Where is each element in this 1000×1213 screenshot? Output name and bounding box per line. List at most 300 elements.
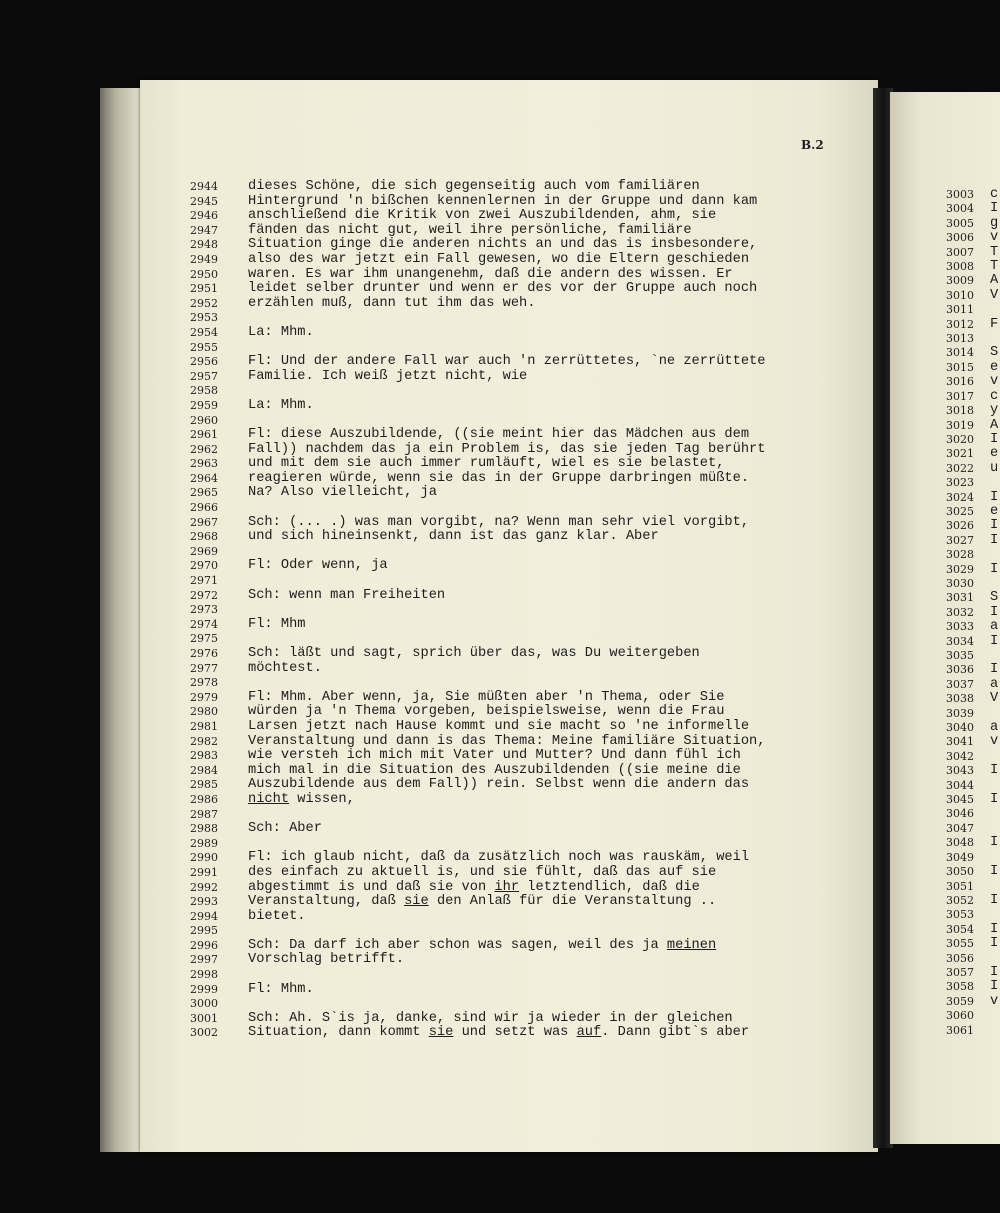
line-number: 3011: [946, 303, 974, 317]
line-number: 2964: [190, 471, 218, 485]
transcript-line: [946, 865, 1000, 879]
line-number: 3005: [946, 216, 974, 230]
line-text: dieses Schöne, die sich gegenseitig auch vom familiären: [248, 179, 700, 194]
line-text: Vorschlag betrifft.: [248, 952, 405, 968]
transcript-line: [190, 910, 830, 925]
transcript-line: [190, 282, 830, 297]
line-number: 3017: [946, 389, 974, 403]
line-number: 2998: [190, 968, 218, 982]
line-text: wie versteh ich mich mit Vater und Mutter? Und dann fühl ich: [248, 748, 741, 764]
transcript-line: [190, 735, 830, 750]
text-segment: wissen,: [289, 791, 355, 807]
line-text: Fl: Oder wenn, ja: [248, 558, 388, 574]
transcript-line: [946, 375, 1000, 389]
transcript-line: [946, 433, 1000, 447]
line-number: 3054: [946, 922, 974, 936]
line-text: c: [990, 388, 999, 404]
text-segment: und setzt was: [453, 1025, 577, 1041]
transcript-line: [190, 457, 830, 472]
text-segment: letztendlich, daß die: [519, 879, 700, 895]
transcript-line: [190, 1026, 830, 1041]
text-segment: Veranstaltung, daß: [248, 894, 405, 910]
line-text: also des war jetzt ein Fall gewesen, wo die Eltern geschieden: [248, 251, 750, 267]
line-number: 3038: [946, 692, 974, 706]
transcript-line: [190, 341, 830, 356]
underlined-word: sie: [428, 1025, 454, 1041]
line-text: I: [990, 792, 999, 808]
transcript-line: [946, 995, 1000, 1009]
line-text: S: [990, 345, 999, 361]
line-text: a: [990, 619, 999, 635]
line-text: I: [990, 763, 999, 779]
line-text: I: [990, 864, 999, 880]
line-number: 3026: [946, 519, 974, 533]
line-text: Sch: (... .) was man vorgibt, na? Wenn man sehr viel vorgibt,: [248, 514, 750, 530]
line-number: 2949: [190, 252, 218, 266]
line-number: 2980: [190, 705, 218, 719]
transcript-line: [190, 589, 830, 604]
transcript-line: [190, 647, 830, 662]
line-number: 2963: [190, 457, 218, 471]
line-number: 2953: [190, 311, 218, 325]
line-number: 3024: [946, 490, 974, 504]
transcript-line: [946, 836, 1000, 850]
transcript-line: [190, 822, 830, 837]
transcript-line: [190, 939, 830, 954]
line-number: 2988: [190, 822, 218, 836]
line-text: Auszubildende aus dem Fall)) rein. Selbst wenn die andern das: [248, 777, 750, 793]
line-text: Veranstaltung und dann is das Thema: Meine familiäre Situation,: [248, 733, 766, 749]
transcript-line: [946, 678, 1000, 692]
line-text: e: [990, 359, 999, 375]
line-text: I: [990, 662, 999, 678]
transcript-line: [946, 246, 1000, 260]
line-text: würden ja 'n Thema vorgeben, beispielsweise, wenn die Frau: [248, 704, 725, 720]
line-number: 3020: [946, 432, 974, 446]
line-text: v: [990, 374, 999, 390]
text-segment: Sch: Da darf ich aber schon was sagen, weil des ja: [248, 937, 667, 953]
line-number: 3021: [946, 447, 974, 461]
line-text: I: [990, 431, 999, 447]
page-header: B.2: [801, 138, 824, 152]
line-text: mich mal in die Situation des Auszubildenden ((sie meine die: [248, 762, 741, 778]
line-text: y: [990, 403, 999, 419]
line-text: v: [990, 993, 999, 1009]
transcript-line: [190, 705, 830, 720]
line-number: 3018: [946, 404, 974, 418]
line-number: 3022: [946, 461, 974, 475]
text-segment: abgestimmt is und daß sie von: [248, 879, 495, 895]
transcript-line: [946, 635, 1000, 649]
transcript-line: [946, 764, 1000, 778]
line-number: 3029: [946, 562, 974, 576]
transcript-line: [946, 591, 1000, 605]
line-text: La: Mhm.: [248, 324, 314, 340]
line-text: [248, 881, 700, 896]
line-number: 3023: [946, 476, 974, 490]
line-number: 2947: [190, 223, 218, 237]
line-number: 3052: [946, 893, 974, 907]
line-text: I: [990, 936, 999, 952]
transcript-line: [190, 428, 830, 443]
text-segment: . Dann gibt`s aber: [601, 1025, 750, 1041]
line-number: 2970: [190, 559, 218, 573]
line-number: 3025: [946, 504, 974, 518]
line-number: 3041: [946, 735, 974, 749]
line-number: 2960: [190, 413, 218, 427]
line-number: 3040: [946, 721, 974, 735]
line-number: 2971: [190, 574, 218, 588]
transcript-line: [946, 923, 1000, 937]
line-number: 3060: [946, 1009, 974, 1023]
transcript-line: [946, 303, 1000, 317]
line-text: möchtest.: [248, 660, 322, 676]
line-number: 2954: [190, 325, 218, 339]
line-text: I: [990, 979, 999, 995]
text-segment: Situation, dann kommt: [248, 1025, 429, 1041]
transcript-line: [190, 618, 830, 633]
line-number: 2973: [190, 603, 218, 617]
line-number: 2965: [190, 486, 218, 500]
line-number: 3016: [946, 375, 974, 389]
transcript-line: [946, 980, 1000, 994]
line-text: [248, 793, 355, 808]
line-text: leidet selber drunter und wenn er des vor der Gruppe auch noch: [248, 281, 758, 297]
line-text: Sch: Aber: [248, 821, 322, 837]
transcript-line: [946, 289, 1000, 303]
transcript-line: [946, 505, 1000, 519]
line-number: 2948: [190, 238, 218, 252]
line-text: bietet.: [248, 908, 306, 924]
underlined-word: auf: [576, 1025, 602, 1041]
transcript-line: [190, 866, 830, 881]
line-text: Familie. Ich weiß jetzt nicht, wie: [248, 368, 528, 384]
transcript-line: [190, 268, 830, 283]
transcript-line: [190, 851, 830, 866]
line-number: 2995: [190, 924, 218, 938]
transcript-line: [190, 443, 830, 458]
line-text: v: [990, 230, 999, 246]
line-text: g: [990, 215, 999, 231]
line-number: 3061: [946, 1023, 974, 1037]
transcript-line: [946, 534, 1000, 548]
transcript-line: [946, 519, 1000, 533]
line-number: 3044: [946, 778, 974, 792]
transcript-line: [190, 764, 830, 779]
line-number: 2967: [190, 515, 218, 529]
transcript-line: [946, 476, 1000, 490]
line-number: 3010: [946, 288, 974, 302]
transcript-line: [190, 793, 830, 808]
line-number: 3043: [946, 764, 974, 778]
transcript-line: [190, 720, 830, 735]
transcript-line: [946, 274, 1000, 288]
transcript-line: [190, 924, 830, 939]
line-text: Fl: ich glaub nicht, daß da zusätzlich noch was rauskäm, weil: [248, 850, 750, 866]
line-number: 2944: [190, 180, 218, 193]
transcript-line: [190, 209, 830, 224]
transcript-line: [946, 419, 1000, 433]
line-text: I: [990, 532, 999, 548]
transcript-line: [190, 983, 830, 998]
line-number: 2993: [190, 895, 218, 909]
line-number: 3004: [946, 202, 974, 216]
line-number: 2952: [190, 296, 218, 310]
line-text: T: [990, 244, 999, 260]
line-number: 2956: [190, 355, 218, 369]
line-text: I: [990, 561, 999, 577]
transcript-line: [190, 311, 830, 326]
line-number: 3015: [946, 360, 974, 374]
line-number: 3027: [946, 533, 974, 547]
line-number: 3002: [190, 1026, 218, 1040]
transcript-line: [946, 750, 1000, 764]
transcript-line: [190, 559, 830, 574]
transcript-line: [190, 603, 830, 618]
line-text: V: [990, 287, 999, 303]
transcript-line: [946, 952, 1000, 966]
transcript-line: [946, 462, 1000, 476]
line-text: I: [990, 964, 999, 980]
line-text: La: Mhm.: [248, 397, 314, 413]
line-number: 2983: [190, 749, 218, 763]
line-number: 2991: [190, 865, 218, 879]
transcript-line: [946, 332, 1000, 346]
line-number: 3031: [946, 591, 974, 605]
line-text: F: [990, 316, 999, 332]
line-number: 3042: [946, 749, 974, 763]
transcript-line: [190, 516, 830, 531]
line-text: Na? Also vielleicht, ja: [248, 485, 437, 501]
line-text: fänden das nicht gut, weil ihre persönliche, familiäre: [248, 222, 692, 238]
line-number: 2959: [190, 398, 218, 412]
line-number: 3007: [946, 245, 974, 259]
transcript-line: [190, 895, 830, 910]
line-number: 3008: [946, 260, 974, 274]
line-number: 2962: [190, 442, 218, 456]
line-number: 3035: [946, 649, 974, 662]
line-number: 2968: [190, 530, 218, 544]
line-number: 2986: [190, 792, 218, 806]
line-number: 2975: [190, 632, 218, 646]
left-page-transcript: [190, 180, 830, 1041]
line-text: Fl: Mhm.: [248, 981, 314, 997]
transcript-line: [946, 404, 1000, 418]
line-number: 2976: [190, 647, 218, 660]
line-text: [248, 1026, 749, 1041]
line-text: c: [990, 187, 999, 202]
transcript-line: [946, 779, 1000, 793]
line-text: v: [990, 734, 999, 750]
transcript-line: [190, 399, 830, 414]
line-text: Fl: diese Auszubildende, ((sie meint hier das Mädchen aus dem: [248, 427, 750, 443]
transcript-line: [946, 649, 1000, 663]
line-number: 2978: [190, 676, 218, 690]
transcript-line: [946, 188, 1000, 202]
transcript-line: [190, 326, 830, 341]
line-text: Sch: wenn man Freiheiten: [248, 587, 446, 603]
line-text: und sich hineinsenkt, dann ist das ganz klar. Aber: [248, 529, 659, 545]
transcript-line: [946, 260, 1000, 274]
line-text: T: [990, 259, 999, 275]
underlined-word: sie: [404, 894, 429, 910]
transcript-line: [190, 545, 830, 560]
line-number: 2972: [190, 588, 218, 602]
transcript-line: [190, 574, 830, 589]
line-number: 3037: [946, 677, 974, 691]
transcript-line: [946, 318, 1000, 332]
transcript-line: [946, 491, 1000, 505]
transcript-line: [190, 881, 830, 896]
transcript-line: [946, 577, 1000, 591]
transcript-line: [190, 778, 830, 793]
transcript-line: [190, 501, 830, 516]
line-text: Sch: läßt und sagt, sprich über das, was Du weitergeben: [248, 646, 700, 661]
line-number: 3053: [946, 908, 974, 922]
line-number: 2966: [190, 501, 218, 515]
transcript-line: [946, 822, 1000, 836]
line-number: 2977: [190, 661, 218, 675]
transcript-line: [190, 195, 830, 210]
transcript-line: [190, 953, 830, 968]
line-number: 3019: [946, 418, 974, 432]
line-number: 3059: [946, 994, 974, 1008]
transcript-line: [946, 361, 1000, 375]
line-number: 2958: [190, 384, 218, 398]
line-number: 2996: [190, 938, 218, 952]
line-text: u: [990, 460, 999, 476]
line-number: 2957: [190, 369, 218, 383]
line-number: 3000: [190, 997, 218, 1011]
transcript-line: [946, 1009, 1000, 1023]
line-text: a: [990, 720, 999, 736]
line-text: Sch: Ah. S`is ja, danke, sind wir ja wieder in der gleichen: [248, 1010, 733, 1026]
transcript-line: [946, 908, 1000, 922]
line-number: 2999: [190, 982, 218, 996]
transcript-line: [190, 530, 830, 545]
line-text: Fl: Und der andere Fall war auch 'n zerrüttetes, `ne zerrüttete: [248, 354, 766, 370]
transcript-line: [946, 692, 1000, 706]
line-number: 2946: [190, 209, 218, 223]
text-segment: den Anlaß für die Veranstaltung ..: [428, 894, 717, 910]
line-number: 3045: [946, 793, 974, 807]
line-number: 3039: [946, 706, 974, 720]
line-number: 3057: [946, 965, 974, 979]
transcript-line: [190, 486, 830, 501]
line-number: 2974: [190, 617, 218, 631]
line-number: 3058: [946, 980, 974, 994]
line-number: 3051: [946, 879, 974, 893]
transcript-line: [946, 390, 1000, 404]
line-text: Hintergrund 'n bißchen kennenlernen in der Gruppe und dann kam: [248, 193, 758, 209]
line-text: I: [990, 892, 999, 908]
transcript-line: [190, 662, 830, 677]
line-number: 3032: [946, 605, 974, 619]
line-number: 3006: [946, 231, 974, 245]
line-number: 3009: [946, 274, 974, 288]
line-text: [248, 939, 716, 954]
transcript-line: [946, 807, 1000, 821]
line-number: 3014: [946, 346, 974, 360]
line-number: 2989: [190, 836, 218, 850]
transcript-line: [946, 880, 1000, 894]
line-number: 3049: [946, 850, 974, 864]
transcript-line: [946, 447, 1000, 461]
transcript-line: [190, 238, 830, 253]
line-number: 3013: [946, 332, 974, 346]
line-number: 3001: [190, 1011, 218, 1025]
transcript-line: [946, 663, 1000, 677]
line-text: I: [990, 835, 999, 851]
transcript-line: [946, 620, 1000, 634]
transcript-line: [190, 1012, 830, 1027]
line-number: 2979: [190, 690, 218, 704]
transcript-line: [190, 180, 830, 195]
line-number: 3046: [946, 807, 974, 821]
transcript-line: [190, 384, 830, 399]
transcript-line: [190, 297, 830, 312]
underlined-word: ihr: [494, 879, 520, 895]
line-number: 3048: [946, 836, 974, 850]
line-number: 2987: [190, 807, 218, 821]
line-number: 2961: [190, 428, 218, 442]
line-text: I: [990, 633, 999, 649]
transcript-line: [190, 837, 830, 852]
line-text: I: [990, 921, 999, 937]
transcript-line: [190, 370, 830, 385]
transcript-line: [946, 217, 1000, 231]
line-text: I: [990, 604, 999, 620]
transcript-line: [190, 997, 830, 1012]
line-number: 3056: [946, 951, 974, 965]
transcript-line: [946, 721, 1000, 735]
transcript-line: [190, 472, 830, 487]
line-number: 2990: [190, 851, 218, 865]
transcript-line: [190, 676, 830, 691]
transcript-line: [946, 563, 1000, 577]
line-text: V: [990, 691, 999, 707]
line-number: 3036: [946, 663, 974, 677]
line-text: Fl: Mhm: [248, 616, 306, 632]
line-text: I: [990, 489, 999, 505]
transcript-line: [946, 202, 1000, 216]
transcript-line: [946, 346, 1000, 360]
line-text: I: [990, 201, 999, 217]
line-number: 2955: [190, 340, 218, 354]
line-number: 2981: [190, 719, 218, 733]
line-number: 2994: [190, 909, 218, 923]
line-number: 3030: [946, 576, 974, 590]
line-text: A: [990, 273, 999, 289]
line-text: a: [990, 676, 999, 692]
line-text: des einfach zu aktuell is, und sie fühlt, daß das auf sie: [248, 864, 717, 880]
line-text: e: [990, 503, 999, 519]
line-number: 2969: [190, 544, 218, 558]
line-number: 3033: [946, 620, 974, 634]
line-text: e: [990, 446, 999, 462]
line-number: 2982: [190, 734, 218, 748]
line-text: erzählen muß, dann tut ihm das weh.: [248, 295, 536, 311]
line-number: 3055: [946, 937, 974, 951]
line-number: 2985: [190, 778, 218, 792]
transcript-line: [946, 966, 1000, 980]
line-number: 3028: [946, 548, 974, 562]
transcript-line: [946, 894, 1000, 908]
transcript-line: [946, 606, 1000, 620]
line-text: Fall)) nachdem das ja ein Problem is, das sie jeden Tag berührt: [248, 441, 766, 457]
transcript-line: [946, 851, 1000, 865]
line-number: 2945: [190, 194, 218, 208]
